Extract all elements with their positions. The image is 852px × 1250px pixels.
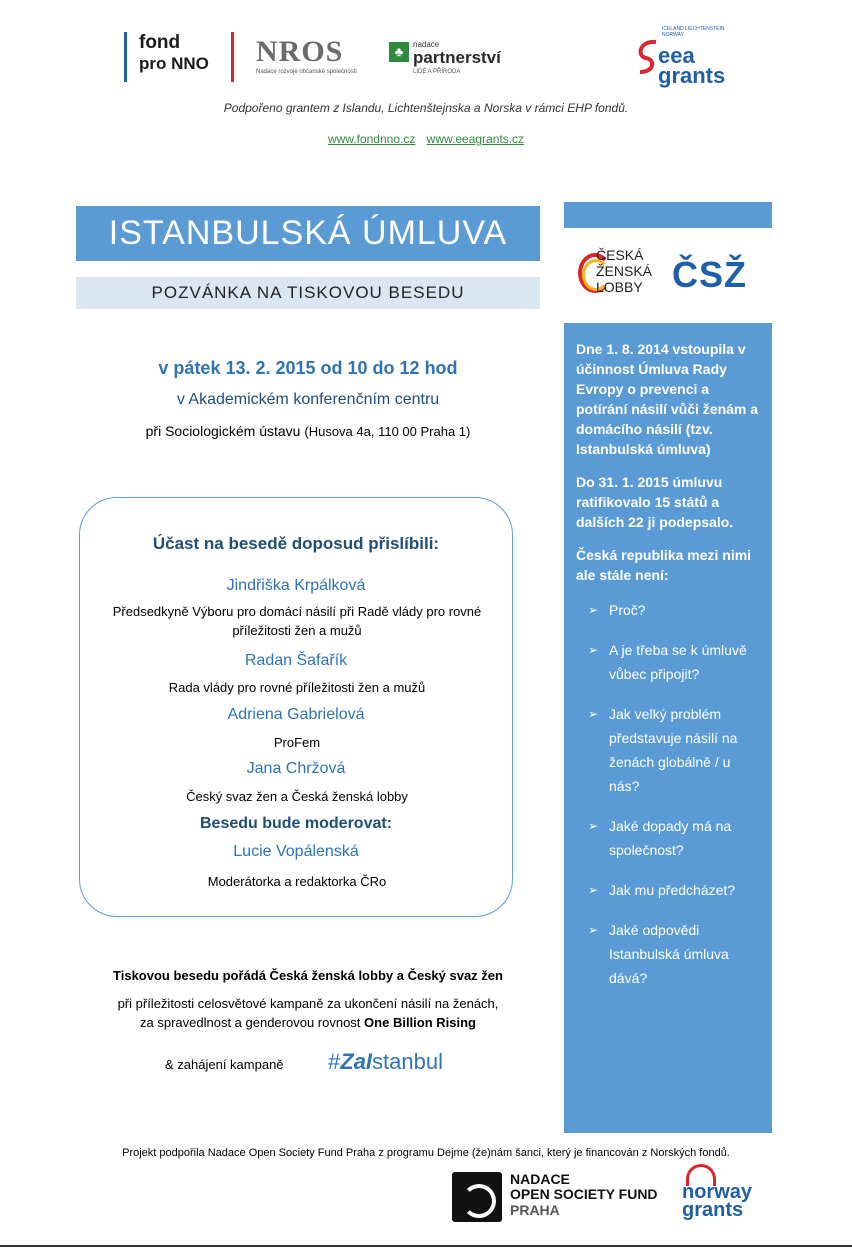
osf-mark-icon [452, 1172, 502, 1222]
grant-statement: Podpořeno grantem z Islandu, Lichtenštejnska a Norska v rámci EHP fondů. [223, 101, 629, 115]
open-society-fund-logo [452, 1172, 672, 1224]
question-text: Jaké dopady má na společnost? [609, 818, 732, 858]
arrow-icon: ➢ [588, 819, 599, 833]
fond-pro-nno-logo [124, 32, 234, 82]
nros-logo-subtitle: Nadace rozvoje občanské společnosti [256, 69, 357, 75]
partnerstvi-subtitle: LIDÉ A PŘÍRODA [413, 69, 461, 75]
csl-logo-text [596, 247, 652, 295]
sidebar-paragraph-3: Česká republika mezi nimi ale stále není: [576, 547, 752, 583]
event-institute-name: při Sociologickém ústavu [145, 423, 301, 439]
arrow-icon: ➢ [588, 707, 599, 721]
campaign-line-text: za spravedlnost a genderovou rovnost [140, 1015, 361, 1030]
eeagrants-link[interactable]: www.eeagrants.cz [426, 132, 525, 146]
csz-logo: ČSŽ [672, 254, 747, 295]
sidebar-paragraph-1: Dne 1. 8. 2014 vstoupila v účinnost Úmluva Rady Evropy o prevenci a potírání násilí vůči ženám a domácího násilí (tzv. Istanbulská úmluva) [576, 341, 759, 457]
hashtag-prefix: # [328, 1049, 341, 1074]
question-item [576, 598, 760, 622]
hashtag-rest: stanbul [372, 1049, 443, 1074]
csl-line2: ŽENSKÁ [596, 263, 653, 279]
page-title: ISTANBULSKÁ ÚMLUVA [76, 206, 540, 261]
speakers-box [79, 497, 513, 917]
bottom-divider [0, 1245, 852, 1247]
osf-line2: OPEN SOCIETY FUND [510, 1186, 658, 1202]
questions-list [576, 598, 760, 990]
csl-line1: ČESKÁ [596, 247, 644, 263]
page-subtitle: POZVÁNKA NA TISKOVOU BESEDU [76, 277, 540, 309]
arrow-icon: ➢ [588, 643, 599, 657]
sidebar-logos [578, 247, 768, 307]
speakers-heading: Účast na besedě doposud přislíbili: [152, 534, 440, 553]
campaign-hashtag [328, 1048, 443, 1076]
question-text: Jak velký problém představuje násilí na ženách globálně / u nás? [609, 706, 738, 794]
question-item [576, 878, 760, 902]
footer-funding-note: Projekt podpořila Nadace Open Society Fund Praha z programu Dejme (že)nám šanci, který je financován z Norských fondů. [122, 1147, 730, 1159]
question-text: Jak mu předcházet? [609, 882, 736, 898]
question-item [576, 918, 760, 990]
csl-line3: LOBBY [596, 279, 643, 295]
osf-line1: NADACE [510, 1171, 570, 1187]
event-address: (Husova 4a, 110 00 Praha 1) [304, 424, 471, 439]
eea-grants-swirl-icon [634, 36, 660, 76]
fond-logo-line2: pro NNO [139, 54, 209, 73]
arrow-icon: ➢ [588, 603, 599, 617]
eea-grants-logo [634, 26, 734, 90]
speaker-name: Jana Chržová [246, 760, 346, 777]
norway-word: norway [682, 1181, 753, 1203]
partnerstvi-icon: ♣ [389, 42, 409, 62]
speaker-role: Rada vlády pro rovné příležitosti žen a mužů [168, 680, 426, 695]
eea-word: eea [658, 43, 695, 68]
speaker-role: Český svaz žen a Česká ženská lobby [186, 789, 408, 804]
speaker-role: Předsedkyně Výboru pro domácí násilí při Radě vlády pro rovné příležitosti žen a mužů [112, 604, 482, 638]
event-institute [76, 421, 540, 442]
ceska-zenska-lobby-logo [578, 247, 656, 303]
question-item [576, 702, 760, 798]
sidebar-paragraph-2: Do 31. 1. 2015 úmluvu ratifikovalo 15 států a dalších 22 ji podepsalo. [576, 474, 734, 530]
hashtag-bold: ZaI [340, 1049, 373, 1074]
osf-line3: PRAHA [510, 1202, 560, 1218]
speaker-name: Radan Šafařík [244, 652, 348, 669]
norway-grants-logo [682, 1164, 772, 1224]
nros-logo [256, 36, 376, 82]
logo-separator [231, 32, 234, 82]
question-item [576, 814, 760, 862]
speaker-name: Adriena Gabrielová [227, 706, 365, 723]
question-text: Jaké odpovědi Istanbulská úmluva dává? [609, 922, 729, 986]
eea-countries: ICELAND LIECHTENSTEIN NORWAY [662, 26, 725, 38]
question-item [576, 638, 760, 686]
partnerstvi-nadace: nadace [413, 40, 440, 49]
event-date-time: v pátek 13. 2. 2015 od 10 do 12 hod [158, 358, 458, 378]
arrow-icon: ➢ [588, 883, 599, 897]
speaker-name: Jindřiška Krpálková [226, 577, 366, 594]
nros-logo-word: NROS [256, 35, 344, 68]
speaker-role: ProFem [273, 735, 321, 750]
sidebar-top-strip [564, 202, 772, 228]
nadace-partnerstvi-logo [389, 40, 519, 80]
header-logo-bar [124, 26, 734, 90]
campaign-launch [165, 1050, 495, 1080]
moderator-role: Moderátorka a redaktorka ČRo [207, 874, 387, 889]
header-links [0, 131, 852, 147]
event-venue: v Akademickém konferenčním centru [176, 391, 440, 408]
moderator-heading: Besedu bude moderovat: [199, 815, 393, 832]
campaign-description [60, 994, 556, 1032]
sidebar-info-box [564, 323, 772, 1133]
campaign-launch-text: & zahájení kampaně [165, 1057, 284, 1072]
eea-grants-word: grants [658, 63, 726, 88]
partnerstvi-name: partnerství [413, 48, 501, 67]
question-text: A je třeba se k úmluvě vůbec připojit? [609, 642, 747, 682]
organizers-line: Tiskovou besedu pořádá Česká ženská lobby a Český svaz žen [113, 968, 503, 983]
arrow-icon: ➢ [588, 923, 599, 937]
fondnno-link[interactable]: www.fondnno.cz [327, 132, 416, 146]
one-billion-rising: One Billion Rising [364, 1015, 476, 1030]
question-text: Proč? [609, 602, 646, 618]
campaign-line-2 [60, 1013, 556, 1032]
fond-logo-line1: fond [139, 32, 181, 53]
moderator-name: Lucie Vopálenská [233, 843, 359, 860]
norway-grants-word: grants [682, 1199, 744, 1221]
campaign-line: při příležitosti celosvětové kampaně za ukončení násilí na ženách, [117, 996, 499, 1011]
